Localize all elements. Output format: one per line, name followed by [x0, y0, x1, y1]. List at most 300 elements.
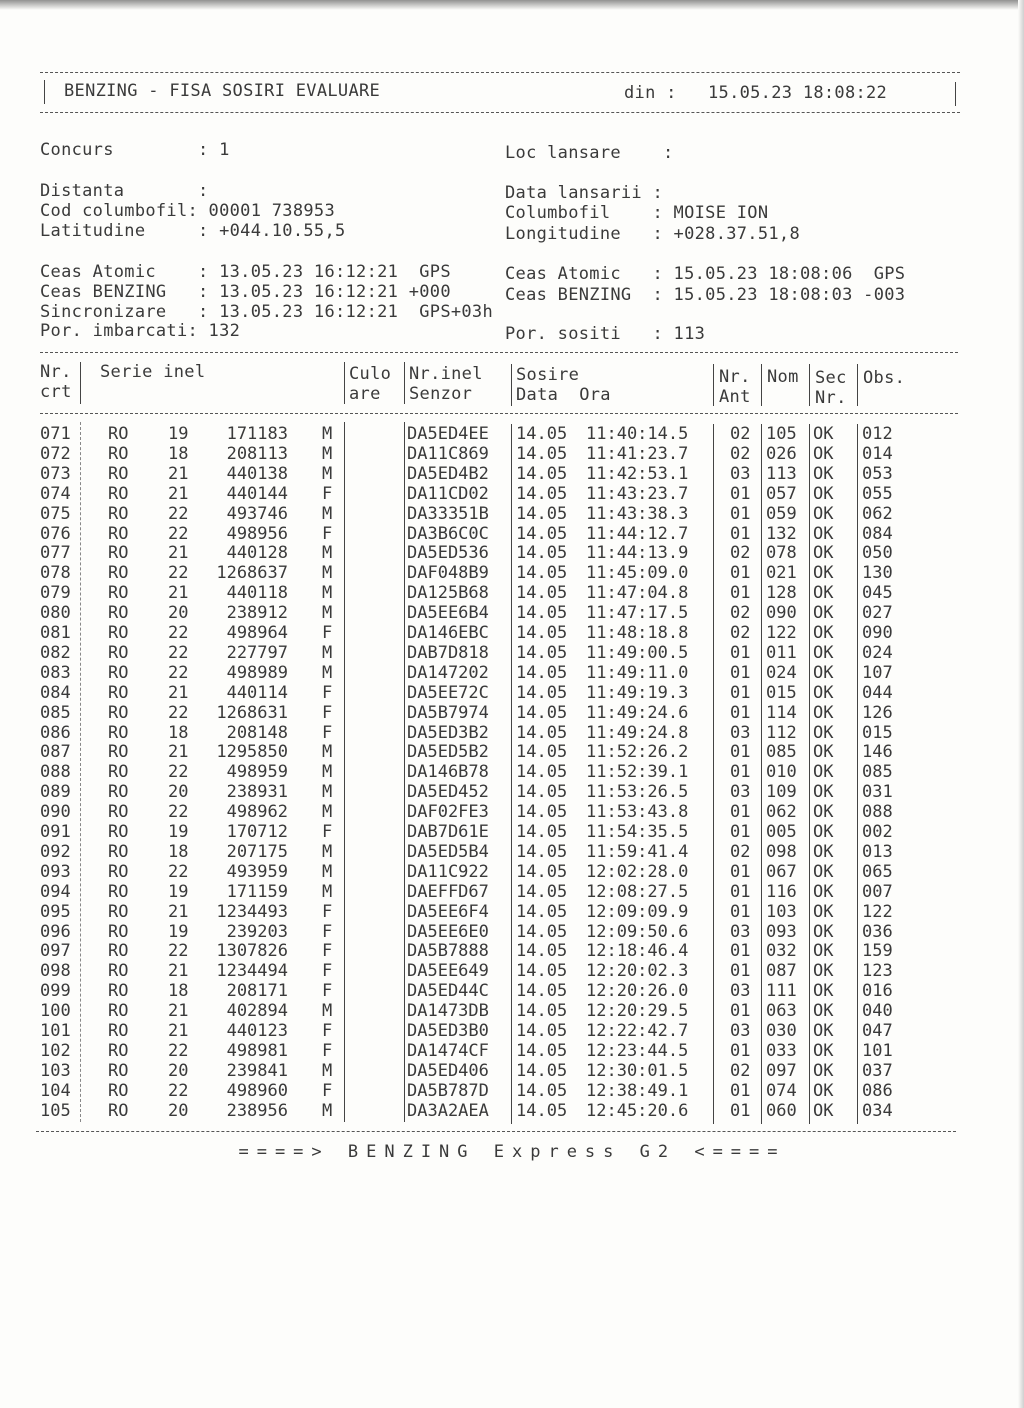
- cell-ora: 11:44:12.7: [586, 523, 689, 544]
- cell-senzor: DA3A2AEA: [407, 1100, 489, 1121]
- cell-data: 14.05: [516, 802, 568, 823]
- cell-sec: OK: [813, 1021, 834, 1041]
- cell-ant: 01: [730, 762, 751, 783]
- cell-tara: RO: [108, 742, 129, 763]
- cell-ora: 12:09:09.9: [586, 901, 689, 922]
- cell-ora: 12:20:02.3: [586, 961, 689, 982]
- cell-sex: F: [322, 822, 333, 842]
- cell-senzor: DA11CD02: [407, 483, 489, 504]
- cell-inel: 170712: [226, 822, 288, 842]
- cell-sex: M: [322, 1060, 333, 1081]
- cell-data: 14.05: [516, 941, 568, 962]
- table-row: [0, 424, 1024, 444]
- cell-nom: 010: [766, 762, 797, 783]
- cell-nom: 060: [766, 1100, 797, 1121]
- cell-data: 14.05: [516, 1080, 568, 1101]
- cell-ora: 11:52:39.1: [586, 762, 689, 783]
- cell-sec: OK: [813, 1040, 834, 1061]
- cell-ant: 01: [730, 503, 751, 524]
- cell-tara: RO: [108, 563, 129, 584]
- cell-sex: F: [322, 523, 333, 544]
- col-head-nrinel-1: Nr.inel: [409, 364, 483, 384]
- cell-obs: 123: [862, 961, 893, 982]
- cell-nr: 099: [40, 981, 71, 1002]
- cell-an: 19: [168, 881, 189, 902]
- cell-data: 14.05: [516, 443, 568, 464]
- cell-data: 14.05: [516, 503, 568, 524]
- cell-inel: 498960: [226, 1080, 288, 1101]
- cell-an: 22: [168, 802, 189, 823]
- cod-columbofil-line: Cod columbofil: 00001 738953: [40, 201, 335, 221]
- col-head-ant-1: Nr.: [719, 367, 751, 387]
- cell-nom: 090: [766, 603, 797, 624]
- cell-obs: 045: [862, 583, 893, 604]
- cell-an: 21: [168, 1021, 189, 1041]
- ceas-atomic-left: Ceas Atomic : 13.05.23 16:12:21 GPS: [40, 262, 451, 282]
- table-row: [0, 1101, 1024, 1121]
- cell-sec: OK: [813, 563, 834, 584]
- cell-sex: F: [322, 1021, 333, 1041]
- table-row: [0, 1061, 1024, 1081]
- cell-tara: RO: [108, 483, 129, 504]
- cell-an: 22: [168, 503, 189, 524]
- cell-tara: RO: [108, 941, 129, 962]
- cell-ora: 11:54:35.5: [586, 822, 689, 842]
- cell-an: 22: [168, 1040, 189, 1061]
- cell-obs: 024: [862, 642, 893, 663]
- table-row: [0, 782, 1024, 802]
- cell-sec: OK: [813, 702, 834, 723]
- por-sositi-line: Por. sositi : 113: [505, 324, 706, 344]
- cell-tara: RO: [108, 1001, 129, 1022]
- cell-inel: 440114: [226, 682, 288, 703]
- cell-inel: 238931: [226, 782, 288, 803]
- cell-inel: 493746: [226, 503, 288, 524]
- cell-an: 22: [168, 563, 189, 584]
- cell-sex: M: [322, 543, 333, 564]
- cell-data: 14.05: [516, 921, 568, 942]
- cell-nr: 091: [40, 822, 71, 842]
- cell-data: 14.05: [516, 861, 568, 882]
- cell-ant: 01: [730, 822, 751, 842]
- cell-ant: 01: [730, 941, 751, 962]
- table-row: [0, 504, 1024, 524]
- cell-data: 14.05: [516, 1040, 568, 1061]
- cell-senzor: DA5ED4B2: [407, 463, 489, 484]
- cell-nr: 087: [40, 742, 71, 763]
- cell-inel: 498964: [226, 623, 288, 643]
- cell-senzor: DA146B78: [407, 762, 489, 783]
- header-left-bar: [44, 80, 45, 104]
- cell-nr: 072: [40, 443, 71, 464]
- cell-nr: 095: [40, 901, 71, 922]
- cell-sex: M: [322, 583, 333, 604]
- col-head-obs: Obs.: [863, 368, 906, 388]
- cell-nr: 077: [40, 543, 71, 564]
- cell-tara: RO: [108, 802, 129, 823]
- cell-ant: 02: [730, 841, 751, 862]
- table-row: [0, 563, 1024, 583]
- col-head-sosire-1: Sosire: [516, 365, 580, 385]
- cell-sex: M: [322, 642, 333, 663]
- cell-senzor: DA147202: [407, 662, 489, 683]
- cell-tara: RO: [108, 424, 129, 444]
- cell-sex: M: [322, 563, 333, 584]
- cell-ora: 11:43:38.3: [586, 503, 689, 524]
- cell-inel: 498962: [226, 802, 288, 823]
- cell-data: 14.05: [516, 563, 568, 584]
- cell-an: 18: [168, 443, 189, 464]
- cell-ant: 03: [730, 722, 751, 743]
- cell-nom: 093: [766, 921, 797, 942]
- cell-nr: 071: [40, 424, 71, 444]
- cell-tara: RO: [108, 722, 129, 743]
- cell-ora: 11:49:19.3: [586, 682, 689, 703]
- cell-nom: 026: [766, 443, 797, 464]
- cell-ora: 11:47:17.5: [586, 603, 689, 624]
- cell-sec: OK: [813, 881, 834, 902]
- col-head-nr: Nr.: [40, 362, 72, 382]
- ceas-atomic-right: Ceas Atomic : 15.05.23 18:08:06 GPS: [505, 264, 906, 284]
- header-top-rule: [40, 72, 960, 73]
- cell-ora: 11:42:53.1: [586, 463, 689, 484]
- cell-nom: 062: [766, 802, 797, 823]
- cell-sex: M: [322, 1001, 333, 1022]
- cell-obs: 065: [862, 861, 893, 882]
- table-row: [0, 623, 1024, 643]
- cell-data: 14.05: [516, 424, 568, 444]
- cell-ant: 01: [730, 682, 751, 703]
- cell-ora: 11:40:14.5: [586, 424, 689, 444]
- col-sep: [80, 362, 81, 404]
- cell-ant: 03: [730, 921, 751, 942]
- cell-sec: OK: [813, 642, 834, 663]
- table-row: [0, 444, 1024, 464]
- cell-ant: 03: [730, 463, 751, 484]
- din-value: 15.05.23 18:08:22: [708, 83, 888, 103]
- cell-ant: 03: [730, 981, 751, 1002]
- cell-an: 21: [168, 1001, 189, 1022]
- cell-obs: 086: [862, 1080, 893, 1101]
- cell-an: 22: [168, 1080, 189, 1101]
- cell-nr: 088: [40, 762, 71, 783]
- cell-nr: 084: [40, 682, 71, 703]
- cell-ant: 03: [730, 1021, 751, 1041]
- cell-nom: 074: [766, 1080, 797, 1101]
- cell-ora: 11:41:23.7: [586, 443, 689, 464]
- sincronizare-line: Sincronizare : 13.05.23 16:12:21 GPS+03h: [40, 302, 493, 322]
- cell-ant: 02: [730, 603, 751, 624]
- cell-nom: 122: [766, 623, 797, 643]
- cell-ora: 11:44:13.9: [586, 543, 689, 564]
- cell-ora: 12:20:26.0: [586, 981, 689, 1002]
- cell-sex: M: [322, 603, 333, 624]
- cell-ant: 01: [730, 483, 751, 504]
- cell-nom: 103: [766, 901, 797, 922]
- col-sep: [511, 364, 512, 406]
- col-sep: [761, 364, 762, 406]
- cell-nom: 078: [766, 543, 797, 564]
- cell-sec: OK: [813, 483, 834, 504]
- cell-ant: 01: [730, 1080, 751, 1101]
- cell-data: 14.05: [516, 642, 568, 663]
- cell-sec: OK: [813, 623, 834, 643]
- cell-inel: 498956: [226, 523, 288, 544]
- cell-sec: OK: [813, 742, 834, 763]
- cell-obs: 159: [862, 941, 893, 962]
- cell-sex: M: [322, 463, 333, 484]
- cell-an: 22: [168, 662, 189, 683]
- cell-tara: RO: [108, 961, 129, 982]
- cell-ant: 01: [730, 642, 751, 663]
- cell-obs: 015: [862, 722, 893, 743]
- cell-obs: 130: [862, 563, 893, 584]
- cell-tara: RO: [108, 642, 129, 663]
- cell-data: 14.05: [516, 901, 568, 922]
- cell-an: 18: [168, 841, 189, 862]
- cell-ant: 02: [730, 623, 751, 643]
- cell-tara: RO: [108, 881, 129, 902]
- latitudine-line: Latitudine : +044.10.55,5: [40, 221, 346, 241]
- col-sep: [344, 362, 345, 404]
- cell-inel: 208148: [226, 722, 288, 743]
- cell-senzor: DA5ED406: [407, 1060, 489, 1081]
- cell-senzor: DA1473DB: [407, 1001, 489, 1022]
- header-right-bar: [955, 82, 956, 106]
- cell-nr: 086: [40, 722, 71, 743]
- cell-nr: 081: [40, 623, 71, 643]
- cell-sec: OK: [813, 782, 834, 803]
- cell-ant: 01: [730, 961, 751, 982]
- col-head-culoare-1: Culo: [349, 364, 392, 384]
- cell-an: 18: [168, 722, 189, 743]
- table-top-rule: [40, 352, 958, 353]
- cell-sex: F: [322, 1080, 333, 1101]
- cell-nom: 067: [766, 861, 797, 882]
- cell-senzor: DAB7D818: [407, 642, 489, 663]
- table-row: [0, 981, 1024, 1001]
- col-sep: [404, 362, 405, 404]
- cell-tara: RO: [108, 901, 129, 922]
- cell-data: 14.05: [516, 682, 568, 703]
- cell-nom: 011: [766, 642, 797, 663]
- cell-sec: OK: [813, 523, 834, 544]
- cell-tara: RO: [108, 623, 129, 643]
- cell-nom: 059: [766, 503, 797, 524]
- cell-inel: 227797: [226, 642, 288, 663]
- cell-senzor: DA5B787D: [407, 1080, 489, 1101]
- cell-sex: F: [322, 921, 333, 942]
- cell-ora: 11:49:24.8: [586, 722, 689, 743]
- table-row: [0, 1041, 1024, 1061]
- cell-ora: 12:09:50.6: [586, 921, 689, 942]
- cell-senzor: DA3B6C0C: [407, 523, 489, 544]
- cell-obs: 031: [862, 782, 893, 803]
- cell-an: 19: [168, 424, 189, 444]
- cell-sex: M: [322, 742, 333, 763]
- table-row: [0, 961, 1024, 981]
- cell-an: 20: [168, 782, 189, 803]
- cell-nr: 094: [40, 881, 71, 902]
- cell-tara: RO: [108, 921, 129, 942]
- cell-nr: 100: [40, 1001, 71, 1022]
- cell-sex: F: [322, 901, 333, 922]
- cell-tara: RO: [108, 1100, 129, 1121]
- cell-nr: 076: [40, 523, 71, 544]
- cell-inel: 208113: [226, 443, 288, 464]
- loc-lansare-line: Loc lansare :: [505, 143, 674, 163]
- data-lansarii-line: Data lansarii :: [505, 183, 664, 203]
- cell-sex: F: [322, 682, 333, 703]
- cell-obs: 122: [862, 901, 893, 922]
- cell-ora: 12:45:20.6: [586, 1100, 689, 1121]
- cell-sec: OK: [813, 1060, 834, 1081]
- cell-nom: 098: [766, 841, 797, 862]
- cell-sex: M: [322, 881, 333, 902]
- cell-inel: 402894: [226, 1001, 288, 1022]
- table-row: [0, 723, 1024, 743]
- cell-inel: 498959: [226, 762, 288, 783]
- por-imbarcati-line: Por. imbarcati: 132: [40, 321, 241, 341]
- cell-ant: 03: [730, 782, 751, 803]
- cell-nom: 111: [766, 981, 797, 1002]
- cell-tara: RO: [108, 543, 129, 564]
- cell-inel: 171159: [226, 881, 288, 902]
- cell-sec: OK: [813, 822, 834, 842]
- cell-senzor: DAB7D61E: [407, 822, 489, 842]
- cell-ant: 02: [730, 443, 751, 464]
- cell-ora: 11:52:26.2: [586, 742, 689, 763]
- cell-ora: 12:20:29.5: [586, 1001, 689, 1022]
- cell-sex: F: [322, 722, 333, 743]
- cell-nr: 083: [40, 662, 71, 683]
- cell-data: 14.05: [516, 961, 568, 982]
- cell-obs: 090: [862, 623, 893, 643]
- table-row: [0, 464, 1024, 484]
- table-bottom-rule: [36, 1131, 956, 1132]
- cell-senzor: DA5ED44C: [407, 981, 489, 1002]
- cell-nom: 057: [766, 483, 797, 504]
- cell-obs: 034: [862, 1100, 893, 1121]
- cell-tara: RO: [108, 583, 129, 604]
- cell-sec: OK: [813, 662, 834, 683]
- cell-ora: 11:48:18.8: [586, 623, 689, 643]
- cell-sec: OK: [813, 762, 834, 783]
- cell-nr: 089: [40, 782, 71, 803]
- cell-data: 14.05: [516, 981, 568, 1002]
- cell-nom: 132: [766, 523, 797, 544]
- cell-data: 14.05: [516, 841, 568, 862]
- table-row: [0, 842, 1024, 862]
- cell-obs: 044: [862, 682, 893, 703]
- table-row: [0, 822, 1024, 842]
- cell-ant: 01: [730, 1001, 751, 1022]
- cell-data: 14.05: [516, 623, 568, 643]
- cell-nom: 116: [766, 881, 797, 902]
- cell-data: 14.05: [516, 463, 568, 484]
- cell-sex: F: [322, 623, 333, 643]
- cell-sex: M: [322, 782, 333, 803]
- cell-data: 14.05: [516, 742, 568, 763]
- cell-tara: RO: [108, 762, 129, 783]
- cell-sec: OK: [813, 1001, 834, 1022]
- cell-ora: 11:53:43.8: [586, 802, 689, 823]
- cell-obs: 126: [862, 702, 893, 723]
- col-head-crt: crt: [40, 382, 72, 402]
- cell-sec: OK: [813, 841, 834, 862]
- cell-sex: M: [322, 762, 333, 783]
- table-row: [0, 524, 1024, 544]
- cell-tara: RO: [108, 1040, 129, 1061]
- cell-nom: 097: [766, 1060, 797, 1081]
- cell-nr: 098: [40, 961, 71, 982]
- col-head-ant-2: Ant: [719, 387, 751, 407]
- cell-sec: OK: [813, 1080, 834, 1101]
- cell-nom: 109: [766, 782, 797, 803]
- cell-nr: 105: [40, 1100, 71, 1121]
- col-head-culoare-2: are: [349, 384, 381, 404]
- cell-tara: RO: [108, 443, 129, 464]
- cell-sec: OK: [813, 682, 834, 703]
- cell-nr: 090: [40, 802, 71, 823]
- cell-ant: 01: [730, 1040, 751, 1061]
- cell-senzor: DA5EE6B4: [407, 603, 489, 624]
- cell-data: 14.05: [516, 822, 568, 842]
- col-head-nom: Nom: [767, 367, 799, 387]
- cell-sex: M: [322, 443, 333, 464]
- footer-banner: ====> BENZING Express G2 <====: [238, 1142, 786, 1162]
- cell-senzor: DA1474CF: [407, 1040, 489, 1061]
- cell-senzor: DA5ED4EE: [407, 424, 489, 444]
- cell-data: 14.05: [516, 662, 568, 683]
- cell-obs: 007: [862, 881, 893, 902]
- document-title: BENZING - FISA SOSIRI EVALUARE: [64, 81, 381, 101]
- cell-an: 21: [168, 961, 189, 982]
- cell-an: 21: [168, 463, 189, 484]
- cell-nr: 085: [40, 702, 71, 723]
- columbofil-line: Columbofil : MOISE ION: [505, 203, 769, 223]
- cell-an: 22: [168, 642, 189, 663]
- cell-inel: 440138: [226, 463, 288, 484]
- cell-obs: 012: [862, 424, 893, 444]
- cell-data: 14.05: [516, 702, 568, 723]
- col-sep: [713, 364, 714, 406]
- cell-senzor: DA5ED5B2: [407, 742, 489, 763]
- cell-inel: 498981: [226, 1040, 288, 1061]
- table-row: [0, 941, 1024, 961]
- cell-obs: 036: [862, 921, 893, 942]
- cell-inel: 238912: [226, 603, 288, 624]
- cell-sec: OK: [813, 603, 834, 624]
- cell-senzor: DA5B7888: [407, 941, 489, 962]
- cell-obs: 047: [862, 1021, 893, 1041]
- cell-senzor: DA146EBC: [407, 623, 489, 643]
- table-row: [0, 543, 1024, 563]
- cell-ant: 01: [730, 702, 751, 723]
- cell-tara: RO: [108, 981, 129, 1002]
- table-row: [0, 922, 1024, 942]
- concurs-line: Concurs : 1: [40, 140, 230, 160]
- cell-inel: 440144: [226, 483, 288, 504]
- cell-an: 22: [168, 523, 189, 544]
- cell-nom: 005: [766, 822, 797, 842]
- cell-sec: OK: [813, 921, 834, 942]
- cell-nom: 032: [766, 941, 797, 962]
- table-row: [0, 862, 1024, 882]
- cell-senzor: DA5ED3B0: [407, 1021, 489, 1041]
- cell-sec: OK: [813, 443, 834, 464]
- cell-tara: RO: [108, 682, 129, 703]
